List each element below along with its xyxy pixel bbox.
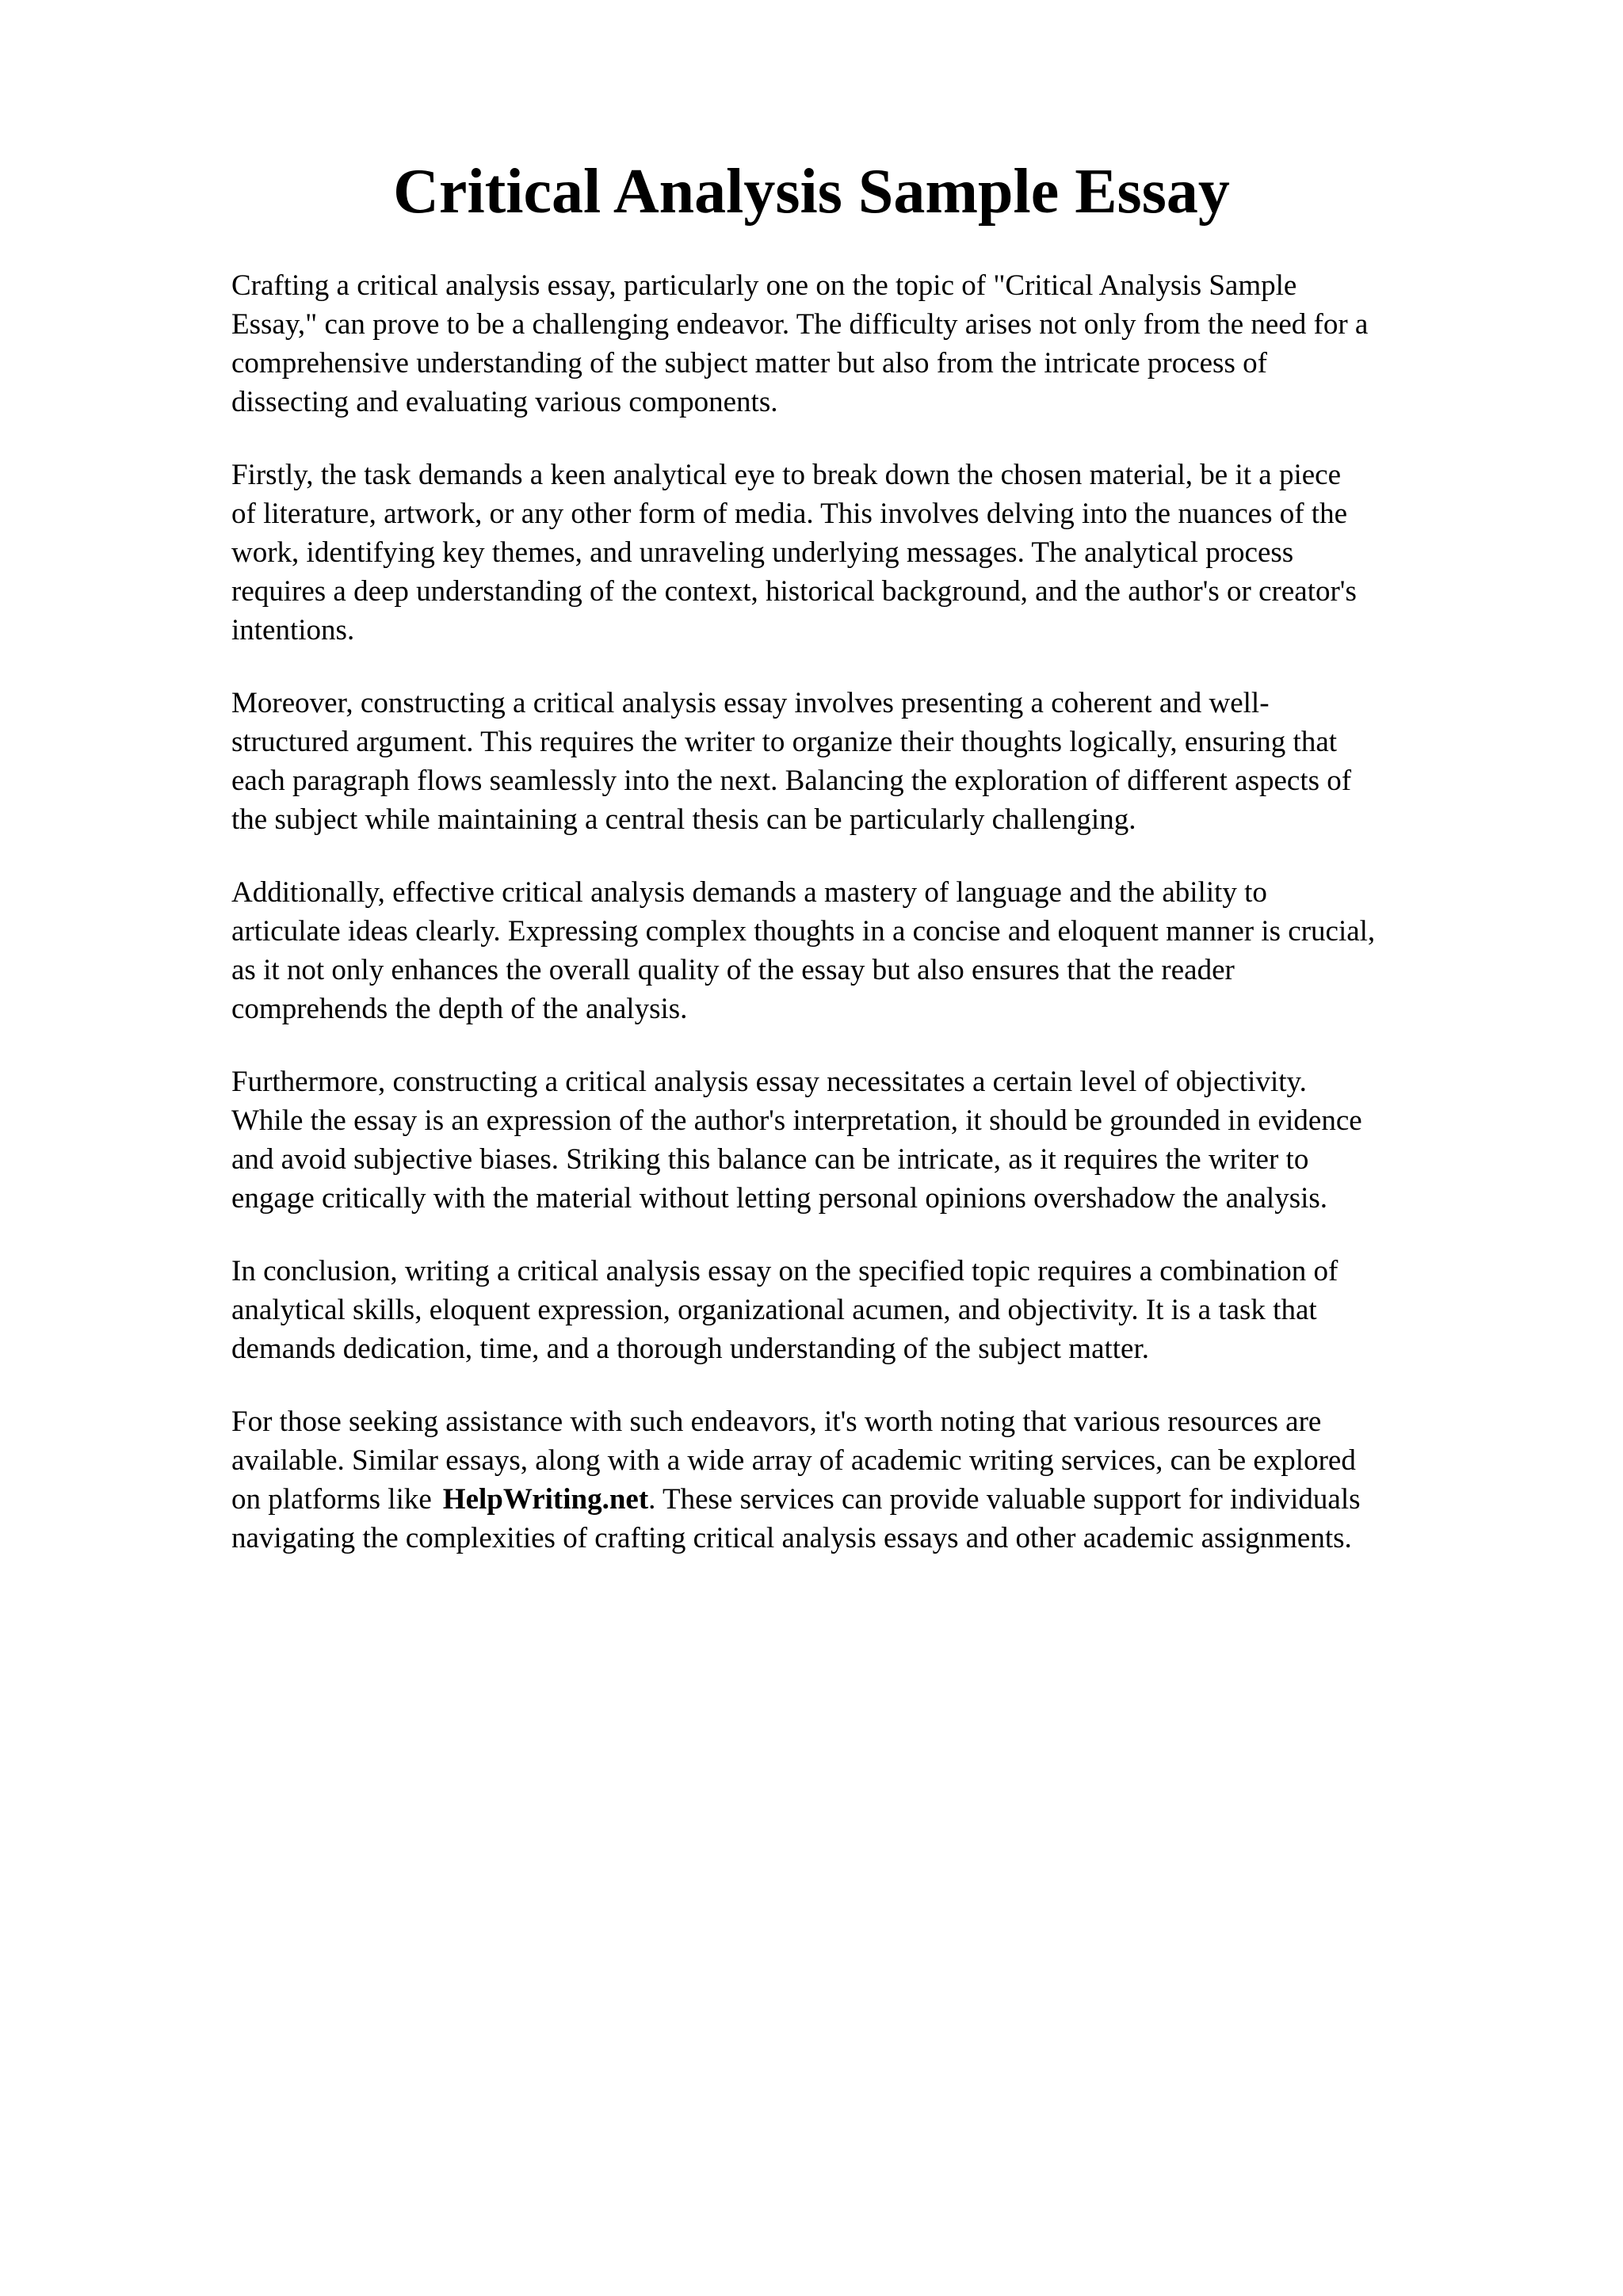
text-line: the subject while maintaining a central thesis can be particularly challenging.	[231, 803, 1136, 836]
text-line: dissecting and evaluating various components.	[231, 386, 778, 418]
text-line: structured argument. This requires the writer to organize their thoughts logically, ensuring that	[231, 726, 1338, 758]
text-line: analytical skills, eloquent expression, organizational acumen, and objectivity. It is a task that	[231, 1294, 1317, 1326]
text-line: intentions.	[231, 614, 355, 646]
paragraph	[231, 456, 1547, 650]
text-line: In conclusion, writing a critical analysis essay on the specified topic requires a combination of	[231, 1255, 1338, 1287]
text-line: Crafting a critical analysis essay, particularly one on the topic of "Critical Analysis Sample	[231, 269, 1297, 302]
paragraph	[231, 684, 1547, 839]
text-line: available. Similar essays, along with a wide array of academic writing services, can be explored	[231, 1444, 1356, 1477]
text-segment: on platforms like	[231, 1483, 432, 1516]
text-line: work, identifying key themes, and unraveling underlying messages. The analytical process	[231, 536, 1294, 569]
text-line	[231, 1480, 1547, 1519]
text-line: Firstly, the task demands a keen analytical eye to break down the chosen material, be it a piece	[231, 459, 1342, 491]
paragraph	[231, 1252, 1547, 1368]
text-line: Moreover, constructing a critical analysis essay involves presenting a coherent and well-	[231, 687, 1270, 719]
text-line: each paragraph flows seamlessly into the next. Balancing the exploration of different aspects of	[231, 765, 1352, 797]
text-line: navigating the complexities of crafting critical analysis essays and other academic assignments.	[231, 1522, 1352, 1554]
closing-paragraph	[231, 1402, 1547, 1558]
text-line: comprehensive understanding of the subject matter but also from the intricate process of	[231, 347, 1267, 379]
text-line: comprehends the depth of the analysis.	[231, 993, 688, 1025]
helpwriting-link[interactable]: HelpWriting.net	[442, 1483, 649, 1516]
text-line: as it not only enhances the overall quality of the essay but also ensures that the reader	[231, 954, 1235, 986]
text-line: articulate ideas clearly. Expressing complex thoughts in a concise and eloquent manner is crucial,	[231, 915, 1376, 948]
text-line: demands dedication, time, and a thorough understanding of the subject matter.	[231, 1333, 1150, 1365]
text-line: engage critically with the material without letting personal opinions overshadow the analysis.	[231, 1182, 1328, 1215]
text-line: Furthermore, constructing a critical analysis essay necessitates a certain level of objectivity.	[231, 1066, 1307, 1098]
text-line: While the essay is an expression of the author's interpretation, it should be grounded in evidence	[231, 1104, 1362, 1137]
text-line: and avoid subjective biases. Striking this balance can be intricate, as it requires the writer to	[231, 1143, 1309, 1176]
paragraph	[231, 873, 1547, 1028]
paragraph	[231, 1062, 1547, 1218]
text-line: Essay," can prove to be a challenging endeavor. The difficulty arises not only from the need for a	[231, 308, 1369, 341]
text-line: Additionally, effective critical analysis demands a mastery of language and the ability to	[231, 876, 1267, 909]
essay-body	[231, 266, 1547, 1592]
text-line: of literature, artwork, or any other form of media. This involves delving into the nuances of the	[231, 498, 1348, 530]
text-segment: . These services can provide valuable support for individuals	[648, 1483, 1361, 1516]
text-line: requires a deep understanding of the context, historical background, and the author's or creator's	[231, 575, 1357, 608]
text-line: For those seeking assistance with such endeavors, it's worth noting that various resources are	[231, 1405, 1322, 1438]
paragraph-list	[231, 266, 1547, 1368]
paragraph	[231, 266, 1547, 421]
page-title: Critical Analysis Sample Essay	[393, 157, 1230, 227]
